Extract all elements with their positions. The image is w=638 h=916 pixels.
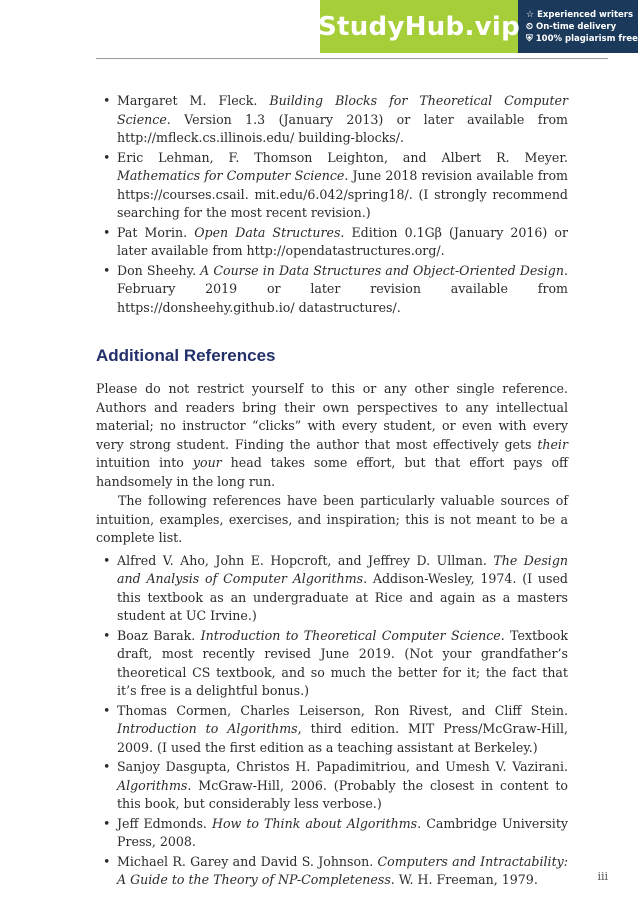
banner-feature-label: Experienced writers — [537, 9, 634, 20]
reference-list-top — [96, 92, 568, 317]
list-item — [96, 758, 568, 814]
banner-feature — [526, 34, 638, 44]
ref-details: . June 2018 revision available from https://courses.csail. mit.edu/6.042/spring18/. (I strongly recommend searching for the most recent revision.) — [117, 168, 568, 220]
bullet: • — [103, 815, 111, 831]
section-heading: Additional References — [96, 346, 276, 365]
bullet: • — [103, 552, 111, 568]
list-item — [96, 262, 568, 318]
ref-details: . W. H. Freeman, 1979. — [390, 872, 538, 887]
ref-details: . Textbook draft, most recently revised June 2019. (Not your grandfather’s theoretical CS textbook, and so much the better for it; the fact that it’s free is a delightful bonus.) — [117, 627, 568, 698]
bullet: • — [103, 149, 111, 165]
ref-title: Building Blocks for Theoretical Computer Science — [117, 93, 568, 127]
list-item — [96, 224, 568, 261]
banner-feature-label: On-time delivery — [536, 21, 617, 32]
ref-details: . Cambridge University Press, 2008. — [117, 815, 569, 849]
list-item — [96, 815, 568, 852]
list-intro-paragraph: The following references have been particularly valuable sources of intuition, examples, exercises, and inspiration; this is not meant to be a complete list. — [96, 493, 568, 545]
ref-authors: Alfred V. Aho, John E. Hopcroft, and Jeffrey D. Ullman. — [117, 552, 494, 568]
ref-details: , third edition. MIT Press/McGraw-Hill, 2009. (I used the first edition as a teaching assistant at Berkeley.) — [117, 721, 569, 755]
bullet: • — [103, 93, 111, 108]
ref-details: . February 2019 or later revision available from https://donsheehy.github.io/ datastructures/. — [117, 262, 568, 315]
bullet: • — [103, 702, 111, 718]
list-item — [96, 149, 568, 223]
ref-title: Introduction to Theoretical Computer Science — [200, 627, 501, 643]
ref-title: Algorithms — [117, 777, 188, 793]
page-number: iii — [597, 870, 608, 883]
ref-authors: Don Sheehy. — [117, 262, 201, 278]
ref-authors: Eric Lehman, F. Thomson Leighton, and Albert R. Meyer. — [117, 149, 568, 165]
studyhub-logo[interactable]: StudyHub.vip — [320, 0, 518, 53]
header-rule — [96, 58, 608, 59]
list-item — [96, 627, 568, 701]
ref-title: Open Data Structures — [194, 224, 341, 240]
bullet: • — [103, 224, 111, 240]
ref-details: . Version 1.3 (January 2013) or later available from http://mfleck.cs.illinois.edu/ building-blocks/. — [117, 111, 568, 145]
ref-authors: Margaret M. Fleck. — [117, 93, 270, 108]
ref-title: Introduction to Algorithms — [117, 721, 298, 736]
banner-features — [518, 0, 638, 53]
list-item — [96, 552, 568, 626]
page-content — [96, 92, 568, 891]
ref-authors: Michael R. Garey and David S. Johnson. — [117, 853, 378, 869]
banner-feature — [526, 10, 638, 20]
bullet: • — [103, 262, 111, 278]
star-icon: ☆ — [526, 9, 535, 20]
list-item — [96, 702, 568, 758]
ref-title: Mathematics for Computer Science — [117, 168, 345, 183]
ref-title: Computers and Intractability: A Guide to the Theory of NP-Completeness — [117, 853, 568, 887]
ref-authors: Thomas Cormen, Charles Leiserson, Ron Rivest, and Cliff Stein. — [117, 702, 568, 718]
intro-paragraph: Please do not restrict yourself to this or any other single reference. Authors and readers bring their own perspectives to any intellectual material; no instructor “clicks” with every student, or even with every very strong student. Finding the author that most effectively gets their intuition into your head takes some effort, but that effort pays off handsomely in the long run. — [96, 381, 568, 489]
banner-feature-label: 100% plagiarism free — [535, 33, 638, 44]
bullet: • — [103, 759, 111, 774]
list-item — [96, 92, 568, 148]
studyhub-banner[interactable] — [317, 0, 638, 53]
banner-feature — [526, 22, 638, 32]
ref-details: . McGraw-Hill, 2006. (Probably the closest in content to this book, but considerably less verbose.) — [117, 777, 568, 811]
shield-check-icon: ⛨ — [526, 33, 533, 44]
ref-details: . Addison-Wesley, 1974. (I used this textbook as an undergraduate at Rice and again as a masters student at UC Irvine.) — [117, 571, 568, 623]
ref-authors: Pat Morin. — [117, 224, 195, 240]
reference-list-additional — [96, 552, 568, 890]
ref-authors: Jeff Edmonds. — [117, 815, 212, 831]
ref-details: . Edition 0.1Gβ (January 2016) or later available from http://opendatastructures.org/. — [117, 224, 568, 258]
ref-authors: Sanjoy Dasgupta, Christos H. Papadimitriou, and Umesh V. Vazirani. — [117, 759, 568, 774]
ref-authors: Boaz Barak. — [117, 627, 201, 643]
list-item — [96, 853, 568, 890]
bullet: • — [103, 853, 111, 869]
ref-title: How to Think about Algorithms — [211, 815, 418, 831]
ref-title: The Design and Analysis of Computer Algorithms — [117, 552, 568, 586]
ref-title: A Course in Data Structures and Object-Oriented Design — [200, 262, 564, 278]
bullet: • — [103, 627, 111, 643]
clock-icon: ⏲ — [526, 21, 534, 32]
